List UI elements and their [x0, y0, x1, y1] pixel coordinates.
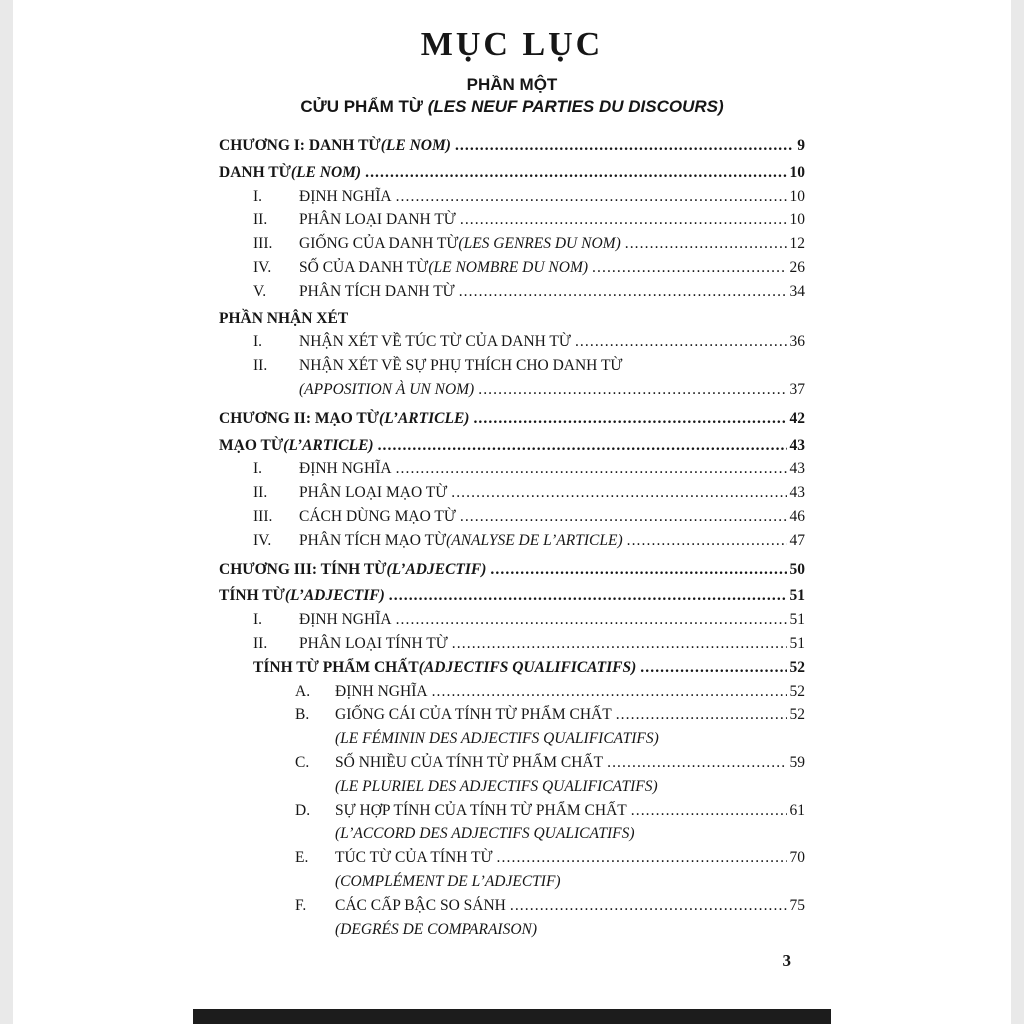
- toc-entry-text: ĐỊNH NGHĨA: [299, 611, 392, 629]
- toc-entry-number: II.: [253, 634, 268, 652]
- toc-entry: [219, 354, 805, 378]
- toc-entry: [219, 870, 805, 894]
- toc-entry: [219, 280, 805, 304]
- dot-leader: [389, 584, 787, 608]
- dot-leader: [396, 608, 787, 632]
- toc-entry-number: I.: [253, 187, 263, 205]
- toc-entry-text: PHÂN LOẠI MẠO TỪ: [299, 484, 448, 502]
- toc-entry: [219, 680, 805, 704]
- dot-leader: [460, 505, 787, 529]
- toc-entry-text: PHÂN TÍCH DANH TỪ: [299, 282, 455, 300]
- dot-leader: [473, 407, 786, 431]
- dot-leader: [432, 680, 787, 704]
- toc-entry-number: II.: [253, 211, 268, 229]
- toc-entry-text: SỐ NHIỀU CỦA TÍNH TỪ PHẨM CHẤT: [335, 753, 604, 771]
- toc-entry: [219, 185, 805, 209]
- toc-entry-text: ĐỊNH NGHĨA: [299, 187, 392, 205]
- toc-entry: [219, 846, 805, 870]
- toc-entry-page: 42: [789, 409, 805, 427]
- dot-leader: [497, 846, 787, 870]
- toc-entry-text: ĐỊNH NGHĨA: [299, 460, 392, 478]
- dot-leader: [575, 330, 787, 354]
- toc-entry-text: NHẬN XÉT VỀ SỰ PHỤ THÍCH CHO DANH TỪ: [299, 357, 623, 375]
- toc-entry-text: TÍNH TỪ: [219, 587, 285, 605]
- toc-entry: [219, 632, 805, 656]
- toc-entry-text-italic: (ANALYSE DE L’ARTICLE): [446, 531, 623, 549]
- toc-entry: [219, 918, 805, 942]
- footer-bar: [193, 1009, 831, 1024]
- toc-entry-text-italic: (DEGRÉS DE COMPARAISON): [335, 920, 538, 938]
- toc-entry-page: 43: [789, 436, 805, 454]
- dot-leader: [592, 256, 786, 280]
- toc-entry: [219, 330, 805, 354]
- toc-entry-number: II.: [253, 357, 268, 375]
- toc-entry-page: 50: [789, 560, 805, 578]
- toc-entry-text-italic: (LE NOM): [290, 163, 362, 181]
- toc-entry: [219, 799, 805, 823]
- toc-entry-text-italic: (L’ACCORD DES ADJECTIFS QUALICATIFS): [335, 825, 635, 843]
- toc-entry: [219, 703, 805, 727]
- toc-entry-text: DANH TỪ: [219, 163, 291, 181]
- toc-entry-text-italic: (L’ARTICLE): [283, 436, 374, 454]
- toc-entry-page: 52: [789, 658, 805, 676]
- dot-leader: [510, 894, 787, 918]
- toc-entry-text-italic: (L’ARTICLE): [379, 409, 470, 427]
- toc-entry-page: 61: [789, 801, 805, 819]
- toc-entry: [219, 775, 805, 799]
- part-subheading-text: CỬU PHẨM TỪ: [300, 97, 428, 116]
- toc-entry-text: ĐỊNH NGHĨA: [335, 682, 428, 700]
- part-subheading: [219, 96, 805, 118]
- document-page: [219, 0, 805, 971]
- part-heading-block: [219, 74, 805, 118]
- toc-entry-text: GIỐNG CÁI CỦA TÍNH TỪ PHẨM CHẤT: [335, 706, 612, 724]
- toc-entry-page: 34: [789, 282, 805, 300]
- toc-entry-page: 43: [789, 484, 805, 502]
- page-title: MỤC LỤC: [420, 26, 604, 63]
- toc-entry-text-italic: (LE NOM): [380, 137, 451, 154]
- toc-entry-text: CÁC CẤP BẬC SO SÁNH: [335, 896, 506, 914]
- toc-entry-text: CHƯƠNG III: TÍNH TỪ: [219, 560, 387, 578]
- dot-leader: [396, 457, 787, 481]
- toc-entry: [219, 529, 805, 553]
- toc-entry-text: PHẦN NHẬN XÉT: [219, 309, 349, 327]
- toc-entry: [219, 407, 805, 431]
- toc-entry-text-italic: (ADJECTIFS QUALIFICATIFS): [418, 658, 637, 676]
- toc-entry-text-italic: (L’ADJECTIF): [386, 560, 487, 578]
- toc-entry: [219, 608, 805, 632]
- toc-entry-number: V.: [253, 282, 267, 300]
- part-subheading-italic: (LES NEUF PARTIES DU DISCOURS): [427, 97, 724, 116]
- toc-list: [219, 134, 805, 941]
- toc-entry-text: PHÂN LOẠI TÍNH TỪ: [299, 634, 448, 652]
- toc-entry-number: A.: [295, 682, 311, 700]
- toc-entry-page: 51: [789, 587, 805, 605]
- dot-leader: [478, 378, 786, 402]
- toc-entry-page: 52: [789, 682, 805, 700]
- toc-entry-text: PHÂN LOẠI DANH TỪ: [299, 211, 456, 229]
- dot-leader: [396, 185, 787, 209]
- part-heading: PHẦN MỘT: [466, 75, 558, 94]
- toc-entry: [219, 822, 805, 846]
- toc-entry: [219, 751, 805, 775]
- toc-entry-text: TÚC TỪ CỦA TÍNH TỪ: [335, 849, 493, 867]
- toc-entry-text: CÁCH DÙNG MẠO TỪ: [299, 507, 456, 525]
- toc-entry-number: I.: [253, 611, 263, 629]
- dot-leader: [459, 280, 787, 304]
- dot-leader: [365, 161, 786, 185]
- toc-entry-text: CHƯƠNG I: DANH TỪ: [219, 137, 381, 154]
- toc-entry-number: B.: [295, 706, 310, 724]
- toc-entry: [219, 256, 805, 280]
- toc-entry-text: GIỐNG CỦA DANH TỪ: [299, 235, 459, 253]
- toc-entry-number: III.: [253, 235, 273, 253]
- toc-entry-page: 10: [789, 211, 805, 229]
- toc-entry-number: I.: [253, 460, 263, 478]
- toc-entry-page: 70: [789, 849, 805, 867]
- toc-entry-page: 10: [789, 163, 805, 181]
- toc-entry-number: I.: [253, 333, 263, 351]
- toc-entry-number: III.: [253, 507, 273, 525]
- toc-entry-number: IV.: [253, 258, 272, 276]
- toc-entry: [219, 727, 805, 751]
- left-edge-shadow: [0, 0, 13, 1024]
- toc-entry-text: NHẬN XÉT VỀ TÚC TỪ CỦA DANH TỪ: [299, 333, 571, 351]
- toc-entry: [219, 232, 805, 256]
- toc-entry: [219, 434, 805, 458]
- toc-entry-text: CHƯƠNG II: MẠO TỪ: [219, 409, 380, 427]
- toc-entry-text-italic: (LE PLURIEL DES ADJECTIFS QUALIFICATIFS): [335, 777, 658, 795]
- toc-entry: [219, 584, 805, 608]
- toc-entry-number: D.: [295, 801, 311, 819]
- toc-entry-text-italic: (LE NOMBRE DU NOM): [428, 258, 589, 276]
- toc-entry-page: 36: [789, 333, 805, 351]
- toc-entry-page: 47: [789, 531, 805, 549]
- dot-leader: [616, 703, 787, 727]
- toc-entry: [219, 208, 805, 232]
- toc-entry-text: SỐ CỦA DANH TỪ: [299, 258, 429, 276]
- toc-entry-page: 26: [789, 258, 805, 276]
- toc-entry: [219, 505, 805, 529]
- toc-entry-page: 9: [797, 137, 805, 154]
- toc-entry: [219, 481, 805, 505]
- toc-entry-number: F.: [295, 896, 307, 914]
- toc-entry: [219, 161, 805, 185]
- toc-entry-page: 46: [789, 507, 805, 525]
- page-number: 3: [782, 951, 791, 971]
- toc-entry-number: II.: [253, 484, 268, 502]
- dot-leader: [452, 632, 787, 656]
- toc-entry-page: 12: [789, 235, 805, 253]
- toc-entry-text-italic: (LES GENRES DU NOM): [458, 235, 621, 253]
- toc-entry-text-italic: (LE FÉMININ DES ADJECTIFS QUALIFICATIFS): [335, 730, 659, 748]
- toc-entry: [219, 656, 805, 680]
- toc-entry: [219, 134, 805, 158]
- toc-entry-text: TÍNH TỪ PHẨM CHẤT: [253, 658, 419, 676]
- toc-entry-page: 51: [789, 611, 805, 629]
- toc-entry-text-italic: (APPOSITION À UN NOM): [299, 380, 475, 398]
- toc-entry: [219, 378, 805, 402]
- right-edge-shadow: [1011, 0, 1024, 1024]
- dot-leader: [460, 208, 787, 232]
- dot-leader: [631, 799, 787, 823]
- toc-entry-text-italic: (L’ADJECTIF): [284, 587, 385, 605]
- toc-entry-number: C.: [295, 753, 310, 771]
- toc-entry: [219, 457, 805, 481]
- toc-entry-text: PHÂN TÍCH MẠO TỪ: [299, 531, 447, 549]
- toc-entry-text-italic: (COMPLÉMENT DE L’ADJECTIF): [335, 872, 561, 890]
- dot-leader: [627, 529, 787, 553]
- toc-entry-page: 37: [789, 380, 805, 398]
- toc-entry-page: 51: [789, 634, 805, 652]
- dot-leader: [490, 558, 786, 582]
- dot-leader: [455, 134, 794, 158]
- toc-entry-page: 43: [789, 460, 805, 478]
- toc-entry: [219, 894, 805, 918]
- dot-leader: [607, 751, 786, 775]
- toc-entry-number: IV.: [253, 531, 272, 549]
- toc-entry-number: E.: [295, 849, 309, 867]
- toc-entry-text: SỰ HỢP TÍNH CỦA TÍNH TỪ PHẨM CHẤT: [335, 801, 627, 819]
- toc-entry-page: 52: [789, 706, 805, 724]
- dot-leader: [640, 656, 786, 680]
- dot-leader: [625, 232, 787, 256]
- dot-leader: [451, 481, 786, 505]
- toc-entry-page: 10: [789, 187, 805, 205]
- toc-entry: [219, 558, 805, 582]
- toc-entry-text: MẠO TỪ: [219, 436, 284, 454]
- dot-leader: [378, 434, 787, 458]
- toc-entry: [219, 307, 805, 331]
- toc-entry-page: 75: [789, 896, 805, 914]
- toc-entry-page: 59: [789, 753, 805, 771]
